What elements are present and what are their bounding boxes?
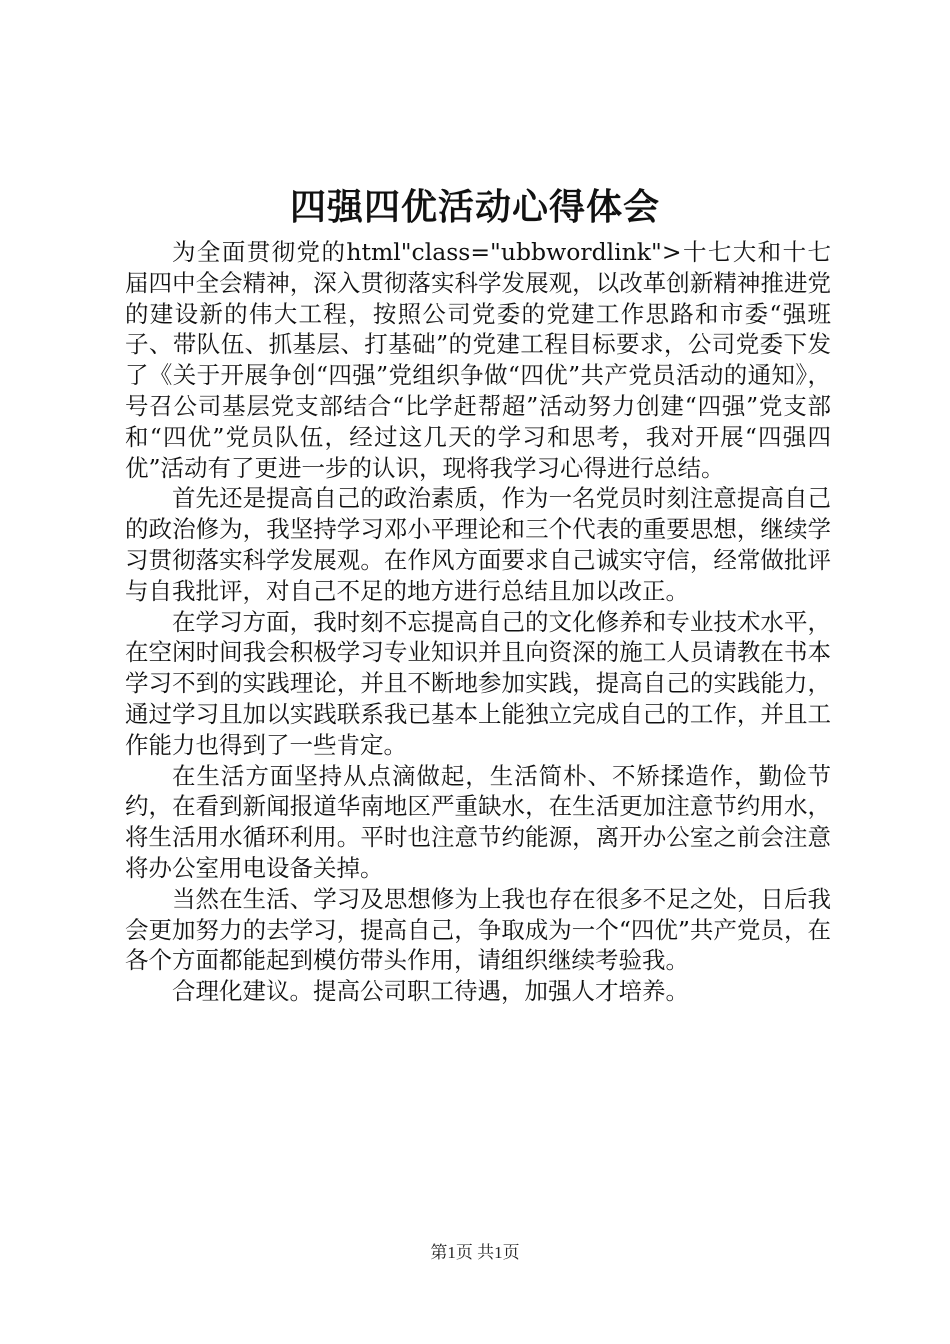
paragraph: 当然在生活、学习及思想修为上我也存在很多不足之处，日后我会更加努力的去学习，提高自己，争取成为一个“四优”共产党员，在各个方面都能起到模仿带头作用，请组织继续考验我。 — [125, 884, 831, 975]
paragraph: 为全面贯彻党的html"class="ubbwordlink">十七大和十七届四中全会精神，深入贯彻落实科学发展观，以改革创新精神推进党的建设新的伟大工程，按照公司党委的党建工作思路和市委“强班子、带队伍、抓基层、打基础”的党建工程目标要求，公司党委下发了《关于开展争创“四强”党组织争做“四优”共产党员活动的通知》，号召公司基层党支部结合“比学赶帮超”活动努力创建“四强”党支部和“四优”党员队伍，经过这几天的学习和思考，我对开展“四强四优”活动有了更进一步的认识，现将我学习心得进行总结。 — [125, 238, 831, 482]
document-title: 四强四优活动心得体会 — [289, 186, 660, 228]
page-number-footer: 第1页 共1页 — [430, 1243, 520, 1262]
paragraph: 在学习方面，我时刻不忘提高自己的文化修养和专业技术水平，在空闲时间我会积极学习专业知识并且向资深的施工人员请教在书本学习不到的实践理论，并且不断地参加实践，提高自己的实践能力，通过学习且加以实践联系我已基本上能独立完成自己的工作，并且工作能力也得到了一些肯定。 — [125, 607, 831, 759]
paragraph: 首先还是提高自己的政治素质，作为一名党员时刻注意提高自己的政治修为，我坚持学习邓小平理论和三个代表的重要思想，继续学习贯彻落实科学发展观。在作风方面要求自己诚实守信，经常做批评与自我批评，对自己不足的地方进行总结且加以改正。 — [125, 484, 831, 605]
paragraph: 合理化建议。提高公司职工待遇，加强人才培养。 — [172, 977, 689, 1006]
paragraph: 在生活方面坚持从点滴做起，生活简朴、不矫揉造作，勤俭节约，在看到新闻报道华南地区严重缺水，在生活更加注意节约用水，将生活用水循环利用。平时也注意节约能源，离开办公室之前会注意将办公室用电设备关掉。 — [125, 761, 831, 882]
document-body — [125, 237, 831, 1007]
